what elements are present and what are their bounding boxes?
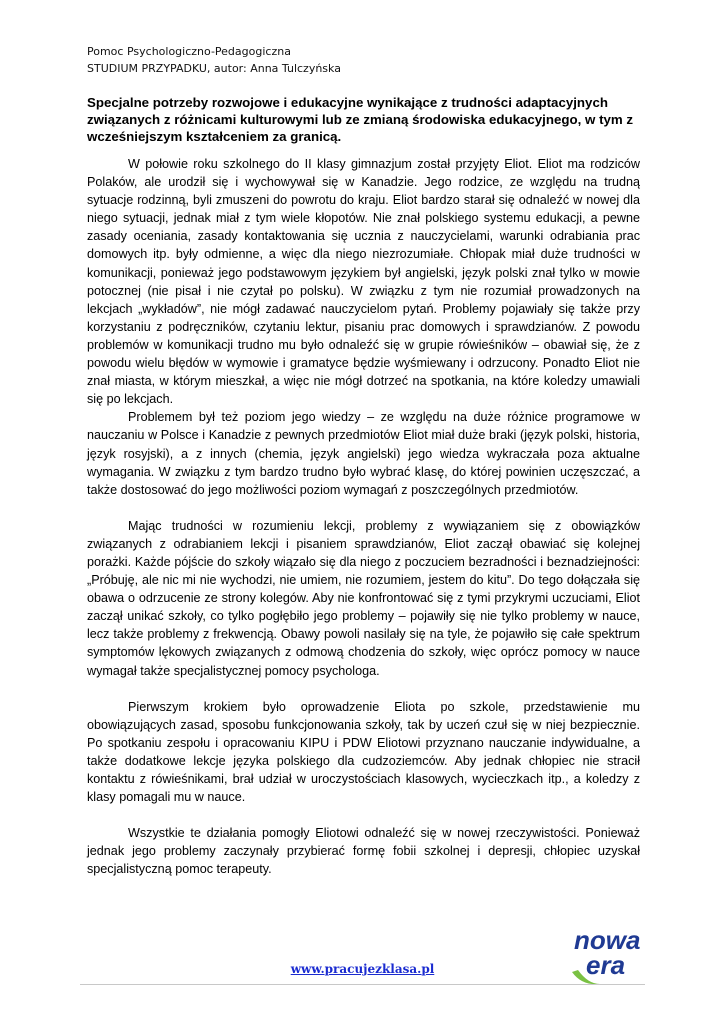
document-header [87,43,341,77]
footer-divider [80,984,645,985]
paragraph-2: Problemem był też poziom jego wiedzy – ze względu na duże różnice programowe w nauczaniu w Polsce i Kanadzie z pewnych przedmiotów Eliot miał duże braki (język polski, historia, język rosyjski), a z innych (chemia, język angielski) jego wiedza wykraczała poza aktualne wymagania. W związku z tym bardzo trudno było wybrać klasę, do której powinien uczęszczać, a także dostosować do jego możliwości poziom wymagań z poszczególnych przedmiotów. [87,410,640,497]
document-body [87,155,640,878]
header-line-1: Pomoc Psychologiczno-Pedagogiczna [87,45,291,58]
paragraph-5: Wszystkie te działania pomogły Eliotowi odnaleźć się w nowej rzeczywistości. Ponieważ jednak jego problemy zaczynały przybierać formę fobii szkolnej i depresji, chłopiec uzyskał specjalistyczną pomoc terapeuty. [87,826,640,877]
header-line-2: STUDIUM PRZYPADKU, autor: Anna Tulczyńska [87,62,341,75]
logo-text-era: era [586,950,626,980]
paragraph-4: Pierwszym krokiem było oprowadzenie Eliota po szkole, przedstawienie mu obowiązujących zasad, sposobu funkcjonowania szkoły, tak by uczeń czuł się w niej bezpiecznie. Po spotkaniu zespołu i opracowaniu KIPU i PDW Eliotowi przyznano nauczanie indywidualne, a także dodatkowe lekcje języka polskiego dla cudzoziemców. Aby jednak chłopiec nie stracił kontaktu z rówieśnikami, brał udział w uroczystościach klasowych, wycieczkach itp., a koledzy z klasy pomagali mu w nauce. [87,699,640,805]
website-link[interactable]: www.pracujezklasa.pl [290,962,435,976]
document-title: Specjalne potrzeby rozwojowe i edukacyjne wynikające z trudności adaptacyjnych związanych z różnicami kulturowymi lub ze zmianą środowiska edukacyjnego, w tym z wcześniejszym kształceniem za granicą. [87,95,634,145]
nowa-era-logo [568,922,644,988]
logo-text-nowa: nowa [574,925,641,955]
paragraph-3: Mając trudności w rozumieniu lekcji, problemy z wywiązaniem się z obowiązków związanych z odrabianiem lekcji i pisaniem sprawdzianów, Eliot zaczął obawiać się kolejnej porażki. Każde pójście do szkoły wiązało się dla niego z poczuciem bezradności i beznadziejności: „Próbuję, ale nic mi nie wychodzi, nie umiem, nie rozumiem, jestem do kitu”. Do tego dołączała się obawa o odrzucenie ze strony kolegów. Aby nie konfrontować się z tymi przykrymi uczuciami, Eliot zaczął unikać szkoły, co tylko pogłębiło jego problemy – pojawiły się nie tylko problemy w nauce, lecz także problemy z frekwencją. Obawy powoli nasilały się na tyle, że pojawiło się całe spektrum symptomów lękowych związanych z odmową chodzenia do szkoły, więc oprócz pomocy w nauce wymagał także specjalistycznej pomocy psychologa. [87,518,640,678]
paragraph-1: W połowie roku szkolnego do II klasy gimnazjum został przyjęty Eliot. Eliot ma rodziców Polaków, ale urodził się i wychowywał się w Kanadzie. Jego rodzice, ze względu na trudną sytuacje rodzinną, byli zmuszeni do powrotu do kraju. Eliot bardzo starał się odnaleźć w nowej dla niego sytuacji, jednak miał z tym wiele kłopotów. Nie znał polskiego systemu edukacji, a pewne zasady oceniania, zasady kontaktowania się ucznia z nauczycielami, warunki odrabiania prac domowych itp. były odmienne, a więc dla niego niezrozumiałe. Chłopak miał duże trudności w komunikacji, ponieważ jego podstawowym językiem był angielski, język polski znał tylko w mowie potocznej (nie pisał i nie czytał po polsku). W związku z tym nie rozumiał prowadzonych na lekcjach „wykładów”, nie mógł zadawać nauczycielom pytań. Problemy pojawiały się także przy korzystaniu z podręczników, czytaniu lektur, pisaniu prac domowych i sprawdzianów. Z powodu problemów w komunikacji trudno mu było odnaleźć się w grupie rówieśników – obawiał się, że z powodu wielu błędów w wymowie i gramatyce będzie wyśmiewany i odrzucony. Ponadto Eliot nie znał miasta, w którym mieszkał, a więc nie mógł dotrzeć na spotkania, na które koledzy umawiali się po lekcjach. [87,157,640,407]
